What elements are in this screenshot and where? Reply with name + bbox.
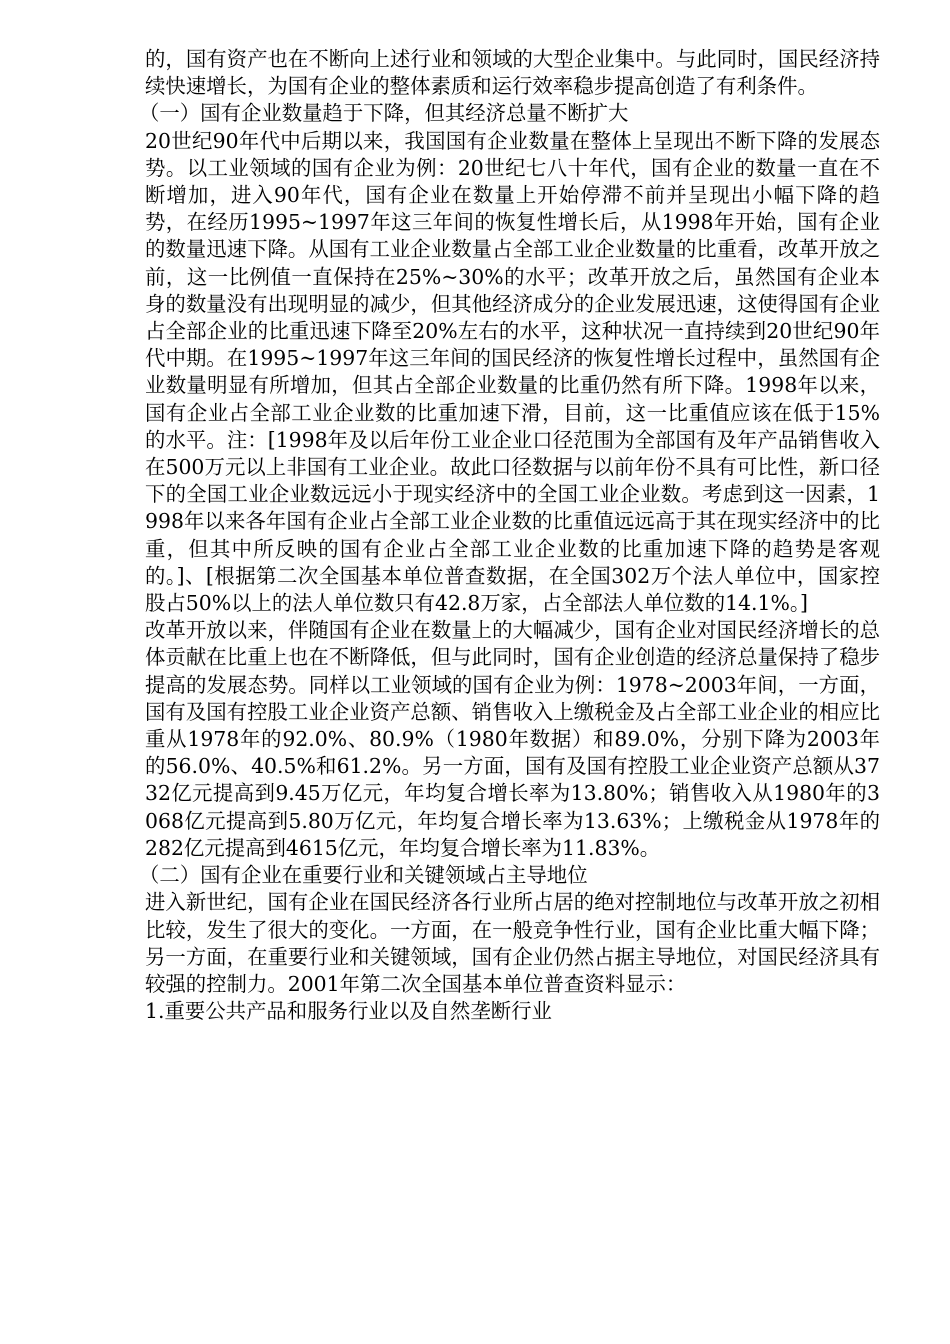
paragraph-enterprise-count: 20世纪90年代中后期以来，我国国有企业数量在整体上呈现出不断下降的发展态势。以工业领域的国有企业为例：20世纪七八十年代，国有企业的数量一直在不断增加，进入90年代，国有企业在数量上开始停滞不前并呈现出小幅下降的趋势，在经历1995~1997年这三年间的恢复性增长后，从1998年开始，国有企业的数量迅速下降。从国有工业企业数量占全部工业企业数量的比重看，改革开放之前，这一比例值一直保持在25%~30%的水平；改革开放之后，虽然国有企业本身的数量没有出现明显的减少，但其他经济成分的企业发展迅速，这使得国有企业占全部企业的比重迅速下降至20%左右的水平，这种状况一直持续到20世纪90年代中期。在1995~1997年这三年间的国民经济的恢复性增长过程中，虽然国有企业数量明显有所增加，但其占全部企业数量的比重仍然有所下降。1998年以来，国有企业占全部工业企业数的比重加速下滑，目前，这一比重值应该在低于15%的水平。注：[1998年及以后年份工业企业口径范围为全部国有及年产品销售收入在500万元以上非国有工业企业。故此口径数据与以前年份不具有可比性，新口径下的全国工业企业数远远小于现实经济中的全国工业企业数。考虑到这一因素，1998年以来各年国有企业占全部工业企业数的比重值远远高于其在现实经济中的比重，但其中所反映的国有企业占全部工业企业数的比重加速下降的趋势是客观的。]、[根据第二次全国基本单位普查数据，在全国302万个法人单位中，国家控股占50%以上的法人单位数只有42.8万家，占全部法人单位数的14.1%。] <box>145 128 880 616</box>
document-page <box>139 46 880 1025</box>
paragraph-intro: 的，国有资产也在不断向上述行业和领域的大型企业集中。与此同时，国民经济持续快速增长，为国有企业的整体素质和运行效率稳步提高创造了有利条件。 <box>145 47 880 99</box>
paragraph-key-industries: 进入新世纪，国有企业在国民经济各行业所占居的绝对控制地位与改革开放之初相比较，发生了很大的变化。一方面，在一般竞争性行业，国有企业比重大幅下降；另一方面，在重要行业和关键领域，国有企业仍然占据主导地位，对国民经济具有较强的控制力。2001年第二次全国基本单位普查资料显示： <box>145 890 880 996</box>
subsection-heading-1: 1.重要公共产品和服务行业以及自然垄断行业 <box>145 999 552 1024</box>
paragraph-economic-total: 改革开放以来，伴随国有企业在数量上的大幅减少，国有企业对国民经济增长的总体贡献在比重上也在不断降低，但与此同时，国有企业创造的经济总量保持了稳步提高的发展态势。同样以工业领域的国有企业为例：1978~2003年间，一方面，国有及国有控股工业企业资产总额、销售收入上缴税金及占全部工业企业的相应比重从1978年的92.0%、80.9%（1980年数据）和89.0%，分别下降为2003年的56.0%、40.5%和61.2%。另一方面，国有及国有控股工业企业资产总额从3732亿元提高到9.45万亿元，年均复合增长率为13.80%；销售收入从1980年的3068亿元提高到5.80万亿元，年均复合增长率为13.63%；上缴税金从1978年的282亿元提高到4615亿元，年均复合增长率为11.83%。 <box>145 618 880 860</box>
section-heading-1: （一）国有企业数量趋于下降，但其经济总量不断扩大 <box>139 101 629 126</box>
section-heading-2: （二）国有企业在重要行业和关键领域占主导地位 <box>139 863 588 888</box>
